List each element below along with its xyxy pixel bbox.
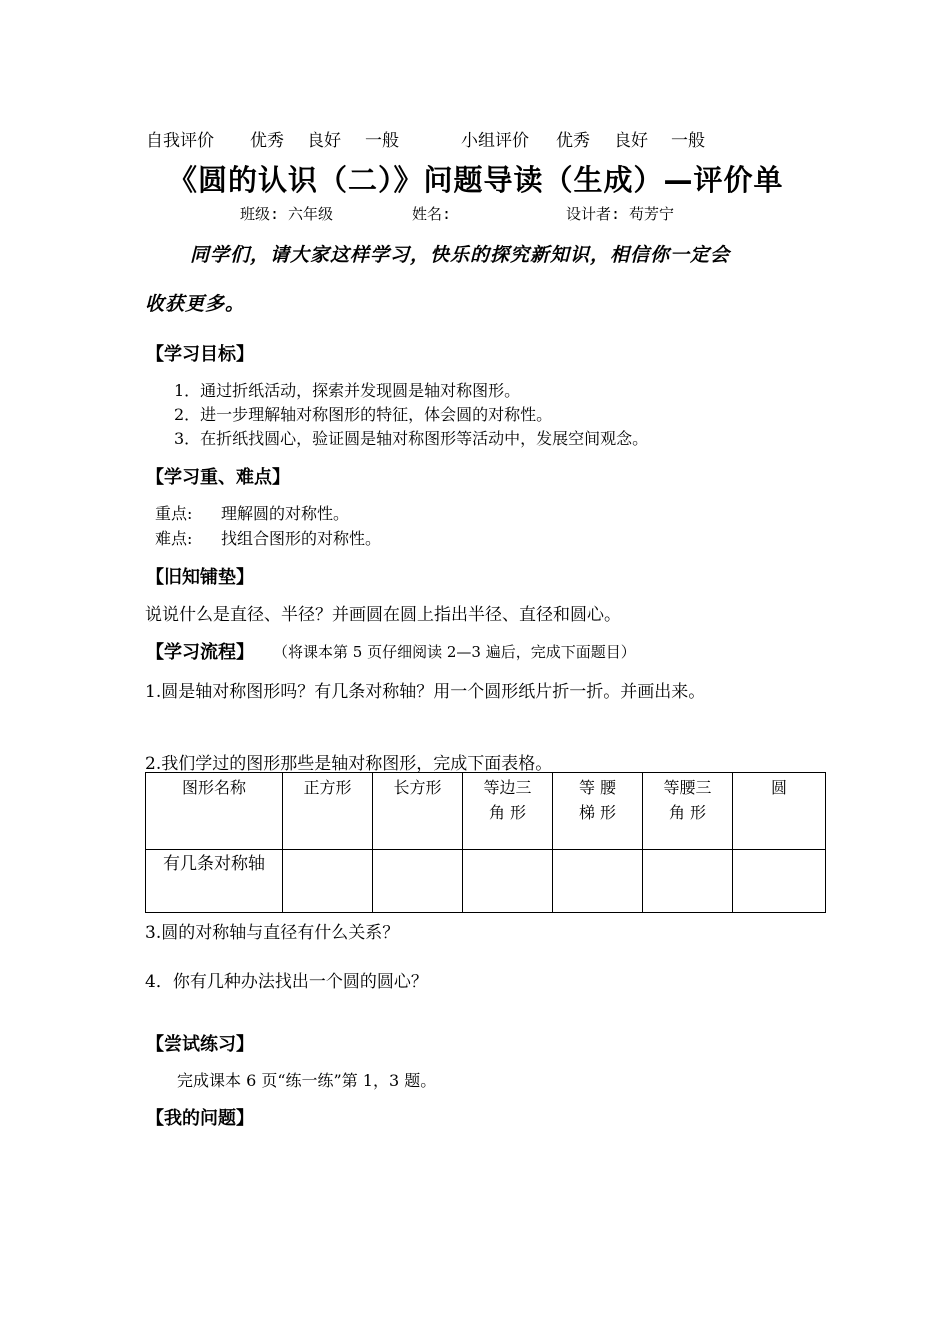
row-label-axes-count: 有几条对称轴 <box>146 850 283 913</box>
group-eval-option-average: 一般 <box>671 131 705 151</box>
practice-heading: 【尝试练习】 <box>146 1034 254 1055</box>
table-row <box>146 850 826 913</box>
process-heading: 【学习流程】 <box>146 642 254 663</box>
difficult-point-text: 找组合图形的对称性。 <box>221 529 382 548</box>
header-isosceles-trapezoid: 等 腰 梯 形 <box>553 773 643 850</box>
header-shape-name: 图形名称 <box>146 773 283 850</box>
my-questions-heading: 【我的问题】 <box>146 1108 254 1129</box>
question-1: 1.圆是轴对称图形吗？有几条对称轴？用一个圆形纸片折一折。并画出来。 <box>145 682 706 702</box>
header-circle: 圆 <box>733 773 826 850</box>
self-evaluation-label: 自我评价 <box>146 131 214 151</box>
goals-heading: 【学习目标】 <box>146 344 254 365</box>
key-point-label: 重点: <box>155 504 193 523</box>
table-header-row <box>146 773 826 850</box>
practice-text: 完成课本 6 页“练一练”第 1，3 题。 <box>177 1071 437 1090</box>
designer-info: 设计者: 苟芳宁 <box>566 205 675 223</box>
self-eval-option-good: 良好 <box>307 131 341 151</box>
key-point-text: 理解圆的对称性。 <box>221 504 350 523</box>
name-field-label: 姓名: <box>412 205 452 223</box>
self-eval-option-average: 一般 <box>365 131 399 151</box>
class-info: 班级: 六年级 <box>240 205 334 223</box>
intro-line-2: 收获更多。 <box>145 293 246 315</box>
group-eval-option-good: 良好 <box>614 131 648 151</box>
question-2: 2.我们学过的图形那些是轴对称图形，完成下面表格。 <box>145 754 553 774</box>
header-square: 正方形 <box>283 773 373 850</box>
answer-cell-square[interactable] <box>283 850 373 913</box>
header-isosceles-triangle: 等腰三 角 形 <box>643 773 733 850</box>
keypoints-heading: 【学习重、难点】 <box>146 467 290 488</box>
group-eval-option-excellent: 优秀 <box>556 131 590 151</box>
process-note: （将课本第 5 页仔细阅读 2—3 遍后，完成下面题目） <box>273 643 636 661</box>
answer-cell-equilateral-triangle[interactable] <box>463 850 553 913</box>
intro-line-1: 同学们，请大家这样学习，快乐的探究新知识，相信你一定会 <box>190 244 731 266</box>
difficult-point-label: 难点: <box>155 529 193 548</box>
answer-cell-isosceles-trapezoid[interactable] <box>553 850 643 913</box>
answer-cell-rectangle[interactable] <box>373 850 463 913</box>
prior-knowledge-text: 说说什么是直径、半径？并画圆在圆上指出半径、直径和圆心。 <box>145 605 621 625</box>
question-4: 4．你有几种办法找出一个圆的圆心？ <box>145 972 428 992</box>
header-equilateral-triangle: 等边三 角 形 <box>463 773 553 850</box>
group-evaluation-label: 小组评价 <box>461 131 529 151</box>
symmetry-table <box>145 772 826 913</box>
self-eval-option-excellent: 优秀 <box>250 131 284 151</box>
header-rectangle: 长方形 <box>373 773 463 850</box>
goal-item-1: 1．通过折纸活动，探索并发现圆是轴对称图形。 <box>174 381 521 400</box>
answer-cell-circle[interactable] <box>733 850 826 913</box>
answer-cell-isosceles-triangle[interactable] <box>643 850 733 913</box>
question-3: 3.圆的对称轴与直径有什么关系？ <box>145 923 400 943</box>
prior-knowledge-heading: 【旧知铺垫】 <box>146 567 254 588</box>
page-title: 《圆的认识（二）》问题导读（生成）—评价单 <box>168 163 784 197</box>
goal-item-3: 3．在折纸找圆心，验证圆是轴对称图形等活动中，发展空间观念。 <box>174 429 649 448</box>
goal-item-2: 2．进一步理解轴对称图形的特征，体会圆的对称性。 <box>174 405 553 424</box>
